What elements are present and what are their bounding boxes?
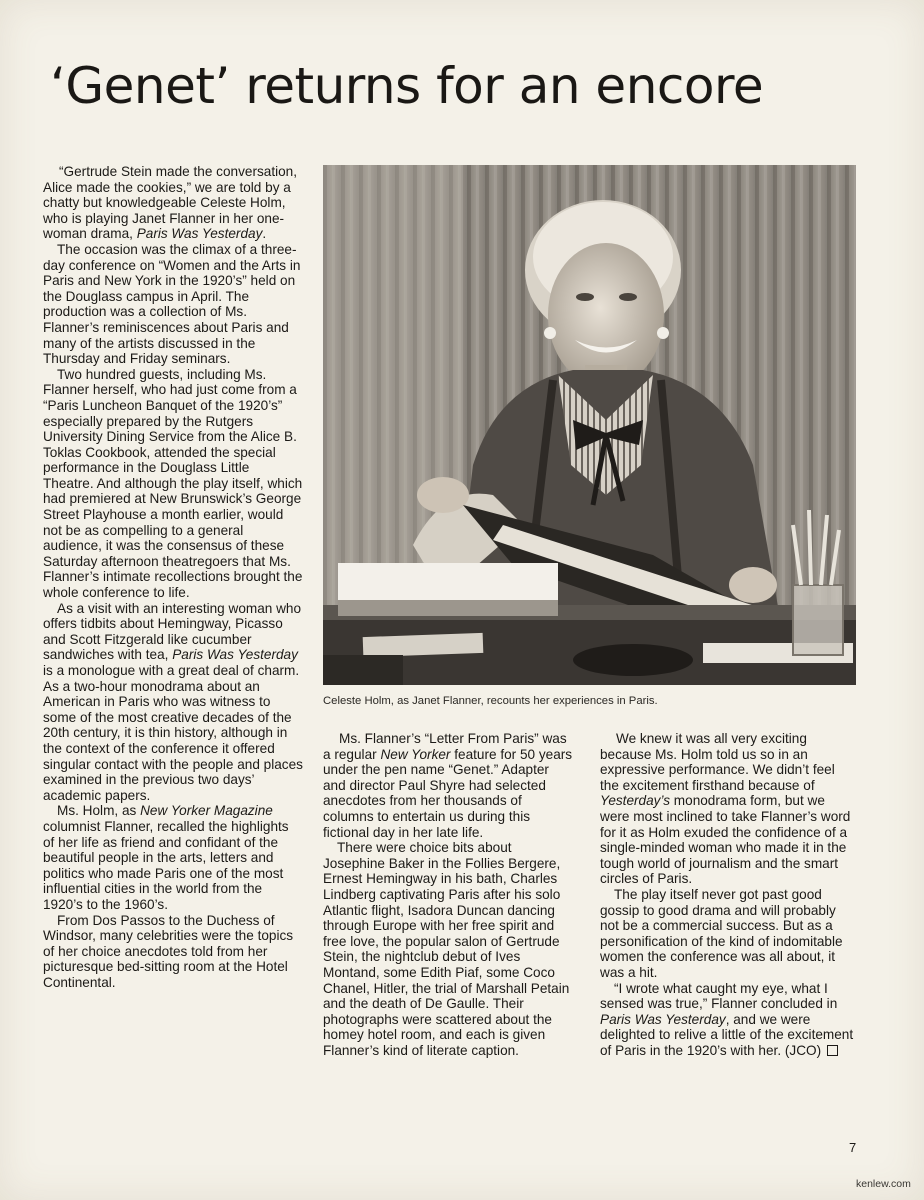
paragraph: We knew it was all very exciting because Ms. Holm told us so in an expressive performance. We didn’t feel the excitement firsthand because of Yesterday’s monodrama form, but we were most inclined to take Flanner’s word for it as Holm exuded the confidence of a single-minded woman who made it in the tough world of journalism and the smart circles of Paris. — [600, 731, 851, 887]
text-column-middle — [323, 731, 575, 1058]
page-number: 7 — [849, 1140, 857, 1155]
paragraph: The occasion was the climax of a three-day conference on “Women and the Arts in Paris and New York in the 1920’s” held on the Douglass campus in April. The production was a collection of Ms. Flanner’s reminiscences about Paris and many of the artists discussed in the Thursday and Friday seminars. — [43, 241, 301, 367]
end-of-article-mark — [827, 1045, 838, 1056]
paragraph: “Gertrude Stein made the conversation, Alice made the cookies,” we are told by a chatty but knowledgeable Celeste Holm, who is playing Janet Flanner in her one-woman drama, Paris Was Yesterday. — [43, 164, 298, 242]
text-column-left — [43, 164, 303, 990]
photo-caption: Celeste Holm, as Janet Flanner, recounts her experiences in Paris. — [323, 695, 658, 707]
paragraph: Two hundred guests, including Ms. Flanner herself, who had just come from a “Paris Luncheon Banquet of the 1920’s” especially prepared by the Rutgers University Dining Service from the Alice B. Toklas Cookbook, attended the special performance in the Douglass Little Theatre. And although the play itself, which had premiered at New Brunswick’s George Street Playhouse a month earlier, would not be as compelling to a general audience, it was the consensus of these Saturday afternoon theatregoers that Ms. Flanner’s intimate recollections brought the whole conference to life. — [43, 366, 303, 601]
text-column-right — [600, 731, 856, 1058]
article-title: ‘Genet’ returns for an encore — [50, 57, 764, 115]
paragraph: Ms. Flanner’s “Letter From Paris” was a regular New Yorker feature for 50 years under the pen name “Genet.” Adapter and director Paul Shyre had selected anecdotes from her thousands of columns to entertain us during this fictional day in her late life. — [323, 731, 573, 840]
article-photo — [323, 165, 856, 685]
paragraph: As a visit with an interesting woman who offers tidbits about Hemingway, Picasso and Scott Fitzgerald like cucumber sandwiches with tea, Paris Was Yesterday is a monologue with a great deal of charm. As a two-hour monodrama about an American in Paris who was witness to some of the most creative decades of the 20th century, it is thin history, although in the context of the conference it offered singular contact with the people and places examined in the previous two days’ academic papers. — [43, 600, 303, 803]
paragraph: The play itself never got past good gossip to good drama and will probably not be a commercial success. But as a personification of the kind of indomitable women the conference was all about, it was a hit. — [600, 886, 843, 980]
paragraph: From Dos Passos to the Duchess of Windsor, many celebrities were the topics of her choice anecdotes told from her picturesque bed-sitting room at the Hotel Continental. — [43, 912, 294, 990]
paragraph: Ms. Holm, as New Yorker Magazine columnist Flanner, recalled the highlights of her life as friend and confidant of the beautiful people in the arts, letters and politics who made Paris one of the most influential cities in the world from the 1920’s to the 1960’s. — [43, 803, 289, 912]
watermark: kenlew.com — [856, 1178, 911, 1190]
photo-of-celeste-holm — [323, 165, 856, 685]
paragraph: There were choice bits about Josephine Baker in the Follies Bergere, Ernest Hemingway in his bath, Charles Lindberg captivating Paris after his solo Atlantic flight, Isadora Duncan dancing through Europe with her free spirit and free love, the popular salon of Gertrude Stein, the nightclub debut of Ives Montand, some Edith Piaf, some Coco Chanel, Hitler, the trial of Marshall Petain and the death of De Gaulle. Their photographs were scattered about the homey hotel room, and each is given Flanner’s kind of literate caption. — [323, 840, 570, 1058]
paragraph: “I wrote what caught my eye, what I sensed was true,” Flanner concluded in Paris Was Yesterday, and we were delighted to relive a little of the excitement of Paris in the 1920’s with her. (JCO) — [600, 980, 854, 1058]
